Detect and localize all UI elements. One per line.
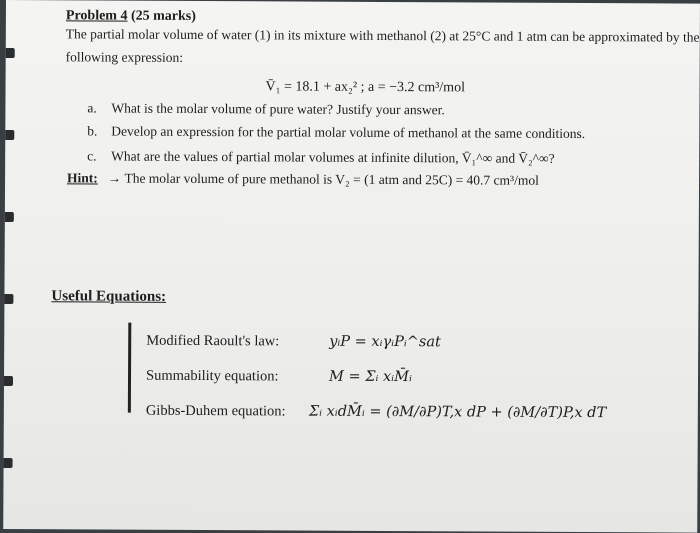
question-text: What are the values of partial molar volumes at infinite dilution, V̄₁^∞ and V̄₂^∞?: [111, 148, 555, 166]
equation-name-raoult: Modified Raoult's law:: [146, 332, 280, 350]
question-b: [87, 123, 585, 142]
binder-ring: [5, 212, 14, 222]
binder-ring: [4, 458, 13, 468]
equation-raoult: yᵢP = xᵢγᵢPᵢ^sat: [329, 333, 441, 351]
worksheet-page: [3, 0, 700, 533]
hint-text: → The molar volume of pure methanol is V₂ = (1 atm and 25C) = 40.7 cm³/mol: [107, 170, 539, 188]
binder-ring: [4, 294, 13, 304]
question-a: [87, 100, 444, 118]
hint: [67, 170, 539, 188]
problem-label: Problem 4: [65, 8, 128, 24]
binder-ring: [4, 376, 13, 386]
problem-title: [66, 8, 196, 25]
binder-ring: [6, 48, 15, 58]
question-letter: a.: [87, 100, 97, 116]
useful-equations-heading: Useful Equations:: [51, 288, 167, 305]
question-letter: c.: [87, 148, 97, 164]
question-c: [87, 148, 555, 166]
hint-label: Hint:: [67, 170, 98, 186]
equation-summability: M = Σᵢ xᵢM̄ᵢ: [328, 368, 412, 386]
question-text: Develop an expression for the partial molar volume of methanol at the same conditions.: [111, 123, 586, 142]
binder-ring: [5, 130, 14, 140]
problem-marks: (25 marks): [130, 8, 196, 24]
question-text: What is the molar volume of pure water? Justify your answer.: [111, 100, 445, 118]
equation-name-gibbs-duhem: Gibbs-Duhem equation:: [145, 402, 286, 420]
main-equation: V̄₁ = 18.1 + ax₂² ; a = −3.2 cm³/mol: [265, 79, 466, 96]
question-letter: b.: [87, 123, 98, 139]
equations-margin-bar: [128, 323, 131, 413]
problem-intro-line-1: The partial molar volume of water (1) in its mixture with methanol (2) at 25°C and 1 atm can be approximated by the: [65, 26, 700, 45]
problem-intro-line-2: following expression:: [65, 49, 184, 65]
equation-gibbs-duhem: Σᵢ xᵢdM̄ᵢ = (∂M/∂P)T,x dP + (∂M/∂T)P,x dT: [308, 403, 607, 422]
equation-name-summability: Summability equation:: [145, 367, 279, 385]
